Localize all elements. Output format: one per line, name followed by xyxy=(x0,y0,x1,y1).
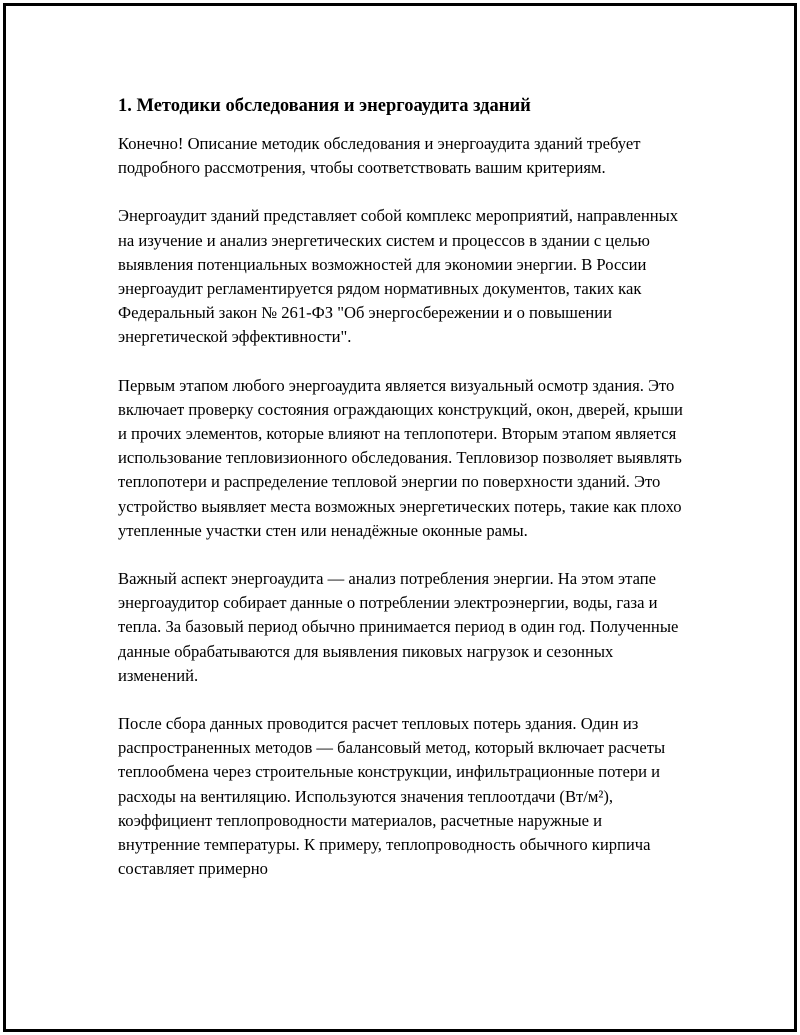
document-body xyxy=(118,94,688,881)
paragraph-heat-loss: После сбора данных проводится расчет тепловых потерь здания. Один из распространенных методов — балансовый метод, который включает расчеты теплообмена через строительные конструкции, инфильтрационные потери и расходы на вентиляцию. Используются значения теплоотдачи (Вт/м²), коэффициент теплопроводности материалов, расчетные наружные и внутренние температуры. К примеру, теплопроводность обычного кирпича составляет примерно xyxy=(118,714,666,879)
section-heading: 1. Методики обследования и энергоаудита зданий xyxy=(118,96,531,116)
paragraph-intro: Конечно! Описание методик обследования и энергоаудита зданий требует подробного рассмотрения, чтобы соответствовать вашим критериям. xyxy=(118,134,641,178)
paragraph-inspection: Первым этапом любого энергоаудита является визуальный осмотр здания. Это включает проверку состояния ограждающих конструкций, окон, дверей, крыши и прочих элементов, которые влияют на теплопотери. Вторым этапом является использование тепловизионного обследования. Тепловизор позволяет выявлять теплопотери и распределение тепловой энергии по поверхности зданий. Это устройство выявляет места возможных энергетических потерь, такие как плохо утепленные участки стен или ненадёжные оконные рамы. xyxy=(118,375,683,540)
paragraph-consumption: Важный аспект энергоаудита — анализ потребления энергии. На этом этапе энергоаудитор собирает данные о потреблении электроэнергии, воды, газа и тепла. За базовый период обычно принимается период в один год. Полученные данные обрабатываются для выявления пиковых нагрузок и сезонных изменений. xyxy=(118,569,679,685)
paragraph-definition: Энергоаудит зданий представляет собой комплекс мероприятий, направленных на изучение и анализ энергетических систем и процессов в здании с целью выявления потенциальных возможностей для экономии энергии. В России энергоаудит регламентируется рядом нормативных документов, таких как Федеральный закон № 261-ФЗ "Об энергосбережении и о повышении энергетической эффективности". xyxy=(118,206,679,347)
